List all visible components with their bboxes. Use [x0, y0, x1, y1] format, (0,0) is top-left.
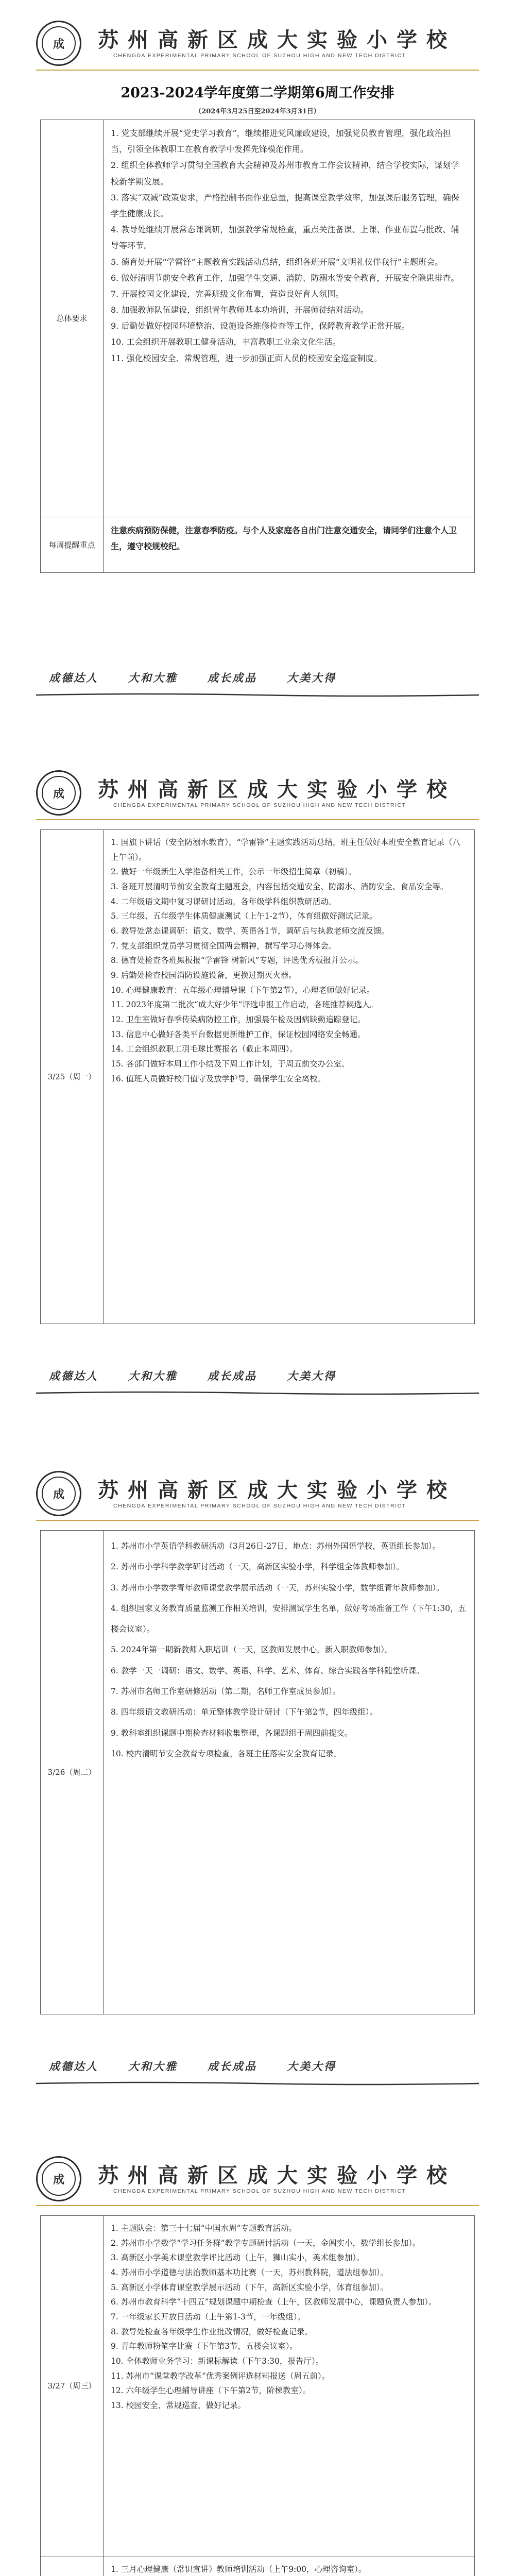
school-name: 苏州高新区成大实验小学校: [98, 28, 456, 52]
day-item: 3. 各班开展清明节前安全教育主题班会，内容包括交通安全、防溺水、消防安全、食品安全等。: [111, 882, 449, 892]
page-1: [0, 0, 515, 760]
page-4: [0, 2146, 515, 2576]
motto-word: 大和大雅: [128, 671, 178, 684]
school-logo: [36, 21, 81, 66]
school-header: [36, 2151, 479, 2200]
key-item: 1. 党支部继续开展“党史学习教育”，继续推进党风廉政建设，加强党员教育管理，强化政治担当，引领全体教职工在教育教学中发挥先锋模范作用。: [111, 128, 451, 155]
page-3: [0, 1461, 515, 2146]
header-rule: [36, 819, 479, 820]
key-item: 9. 后勤处做好校园环境整治、设施设备维修检查等工作，保障教育教学正常开展。: [111, 321, 410, 331]
day-item: 7. 党支部组织党员学习贯彻全国两会精神，撰写学习心得体会。: [111, 941, 337, 951]
day-item: 5. 2024年第一期新教师入职培训（一天，区教师发展中心，新入职教师参加）。: [111, 1645, 393, 1655]
logo-char: 成: [42, 776, 76, 810]
motto-word: 成长成品: [208, 1369, 257, 1382]
key-item: 2. 组织全体教师学习贯彻全国教育大会精神及苏州市教育工作会议精神，结合学校实际，谋划学校新学期发展。: [111, 160, 459, 187]
page-2: [0, 760, 515, 1461]
key-item: 8. 加强教师队伍建设，组织青年教师基本功培训，开展师徒结对活动。: [111, 305, 369, 315]
day-item: 9. 后勤处检查校园消防设施设备，更换过期灭火器。: [111, 971, 297, 980]
school-logo: [36, 770, 81, 816]
motto-word: 成德达人: [49, 671, 98, 684]
day-item: 2. 苏州市小学科学教学研讨活动（一天，高新区实验小学，科学组全体教师参加）。: [111, 1562, 404, 1572]
day-item: 1. 苏州市小学英语学科教研活动（3月26日-27日，地点：苏州外国语学校，英语组长参加）。: [111, 1541, 441, 1551]
motto-word: 大和大雅: [128, 1369, 178, 1382]
day-table: [40, 1530, 475, 2014]
day-item: 11. 2023年度第二批次“成大好少年”评选申报工作启动，各班推荐候选人。: [111, 1000, 378, 1010]
brush-divider: [36, 1391, 479, 1395]
day-item: 9. 教科室组织课题中期检查材料收集整理，各课题组于周四前提交。: [111, 1728, 353, 1738]
day-item: 7. 苏州市名师工作室研修活动（第二期，名师工作室成员参加）。: [111, 1687, 340, 1697]
day-item: 1. 三月心理健康（常识宣讲）教师培训活动（上午9:00，心理咨询室）。: [111, 2565, 367, 2574]
day-content: [104, 2216, 474, 2556]
day-row: [41, 2216, 474, 2556]
day-item: 13. 信息中心做好各类平台数据更新维护工作，保证校园网络安全畅通。: [111, 1029, 366, 1039]
motto-word: 成德达人: [49, 2060, 98, 2073]
key-item: 3. 落实“双减”政策要求，严格控制书面作业总量，提高课堂教学效率，加强课后服务管理，确保学生健康成长。: [111, 192, 459, 218]
key-item: 11. 强化校园安全、常规管理，进一步加强正面人员的校园安全巡查制度。: [111, 353, 382, 363]
day-item: 9. 青年教师粉笔字比赛（下午第3节，五楼会议室）。: [111, 2342, 298, 2351]
day-item: 14. 工会组织教职工羽毛球比赛报名（截止本周四）。: [111, 1044, 298, 1054]
motto-word: 大和大雅: [128, 2060, 178, 2073]
logo-char: 成: [42, 26, 76, 60]
school-english: CHENGDA EXPERIMENTAL PRIMARY SCHOOL OF SUZHOU HIGH AND NEW TECH DISTRICT: [113, 802, 406, 808]
school-name: 苏州高新区成大实验小学校: [98, 2163, 456, 2188]
school-english: CHENGDA EXPERIMENTAL PRIMARY SCHOOL OF SUZHOU HIGH AND NEW TECH DISTRICT: [113, 2188, 406, 2194]
motto-word: 大美大得: [287, 671, 336, 684]
school-header: [36, 15, 479, 64]
brush-divider: [36, 2081, 479, 2086]
day-item: 3. 苏州市小学数学青年教师课堂教学展示活动（一天，苏州实验小学，数学组青年教师参加）。: [111, 1583, 444, 1592]
motto-word: 成德达人: [49, 1369, 98, 1382]
day-label: 3/27（周三）: [41, 2216, 104, 2556]
day-item: 10. 心理健康教育：五年级心理辅导课（下午第2节），心理老师做好记录。: [111, 985, 375, 995]
school-header: [36, 1466, 479, 1515]
day-item: 8. 德育处检查各班黑板报“学雷锋 树新风”专题，评选优秀板报并公示。: [111, 956, 363, 965]
day-item: 11. 苏州市“课堂教学改革”优秀案例评选材料报送（周五前）。: [111, 2371, 330, 2381]
logo-char: 成: [42, 1477, 76, 1511]
day-item: 5. 高新区小学体育课堂教学展示活动（下午，高新区实验小学，体育组参加）。: [111, 2282, 388, 2292]
motto: [49, 2058, 466, 2074]
key-label: 总体要求: [41, 120, 104, 517]
motto-word: 大美大得: [287, 2060, 336, 2073]
day-item: 3. 高新区小学美术课堂教学评比活动（上午，狮山实小，美术组参加）。: [111, 2253, 365, 2263]
day-label: 3/26（周二）: [41, 1531, 104, 2014]
key-item: 4. 教导处继续开展常态课调研，加强教学常规检查，重点关注备课、上课、作业布置与批改、辅导等环节。: [111, 225, 459, 251]
doc-title: 2023-2024学年度第二学期第6周工作安排: [121, 85, 394, 101]
day-item: 12. 六年级学生心理辅导讲座（下午第2节，阶梯教室）。: [111, 2386, 311, 2396]
remind-row: [41, 517, 474, 573]
day-label: [41, 2556, 104, 2576]
day-item: 2. 苏州市小学数学“学习任务群”教学专题研讨活动（一天，金阊实小，数学组长参加）。: [111, 2238, 421, 2248]
day-item: 8. 教导处检查各年级学生作业批改情况，做好检查记录。: [111, 2327, 313, 2336]
school-english: CHENGDA EXPERIMENTAL PRIMARY SCHOOL OF SUZHOU HIGH AND NEW TECH DISTRICT: [113, 53, 406, 59]
school-logo: [36, 1471, 81, 1516]
doc-subtitle: （2024年3月25日至2024年3月31日）: [195, 108, 320, 115]
motto-word: 大美大得: [287, 1369, 336, 1382]
header-rule: [36, 2205, 479, 2206]
day-content: [104, 2556, 474, 2576]
day-item: 6. 教导处常态课调研：语文、数学、英语各1节，调研后与执教老师交流反馈。: [111, 926, 390, 936]
day-content: [104, 830, 474, 1324]
day-item: 1. 主题队会：第三十七届“中国水周”专题教育活动。: [111, 2224, 297, 2233]
school-name: 苏州高新区成大实验小学校: [98, 777, 456, 802]
school-logo: [36, 2156, 81, 2201]
day-row: [41, 1531, 474, 2014]
school-english: CHENGDA EXPERIMENTAL PRIMARY SCHOOL OF SUZHOU HIGH AND NEW TECH DISTRICT: [113, 1503, 406, 1509]
key-item: 10. 工会组织开展教职工健身活动，丰富教职工业余文化生活。: [111, 337, 341, 347]
motto: [49, 1368, 466, 1383]
overview-table: [40, 120, 475, 573]
day-item: 16. 值班人员做好校门值守及放学护导，确保学生安全离校。: [111, 1074, 326, 1083]
key-item: 7. 开展校园文化建设，完善班级文化布置，营造良好育人氛围。: [111, 289, 344, 299]
day-item: 2. 做好一年级新生入学准备相关工作，公示一年级招生简章（初稿）。: [111, 867, 356, 877]
school-header: [36, 765, 479, 814]
day-label: 3/25（周一）: [41, 830, 104, 1324]
day-item: 10. 校内清明节安全教育专项检查，各班主任落实安全教育记录。: [111, 1749, 342, 1758]
day-table: [40, 2215, 475, 2576]
day-item: 6. 苏州市教育科学“十四五”规划课题中期检查（上午，区教师发展中心，课题负责人参加）。: [111, 2297, 437, 2307]
day-item: 12. 卫生室做好春季传染病防控工作，加强晨午检及因病缺勤追踪登记。: [111, 1015, 366, 1025]
day-item: 10. 全体教师业务学习：新课标解读（下午3:30，报告厅）。: [111, 2357, 324, 2366]
motto-word: 成长成品: [208, 2060, 257, 2073]
day-item: 15. 各部门做好本周工作小结及下周工作计划，于周五前交办公室。: [111, 1059, 350, 1069]
header-rule: [36, 70, 479, 71]
day-item: 8. 四年级语文教研活动：单元整体教学设计研讨（下午第2节，四年级组）。: [111, 1707, 377, 1717]
key-item: 6. 做好清明节前安全教育工作，加强学生交通、消防、防溺水等安全教育，开展安全隐患排查。: [111, 273, 459, 283]
day-content: [104, 1531, 474, 2014]
day-item: 5. 三年级、五年级学生体质健康测试（上午1-2节），体育组做好测试记录。: [111, 911, 377, 921]
day-row: [41, 2556, 474, 2576]
logo-char: 成: [42, 2162, 76, 2196]
motto-word: 成长成品: [208, 671, 257, 684]
motto: [49, 670, 466, 685]
day-item: 6. 教学一天一调研：语文、数学、英语、科学、艺术、体育、综合实践各学科随堂听课。: [111, 1666, 424, 1675]
day-row: [41, 830, 474, 1324]
key-item: 5. 德育处开展“学雷锋”主题教育实践活动总结，组织各班开展“文明礼仪伴我行”主题班会。: [111, 257, 443, 267]
remind-label: 每周提醒重点: [41, 517, 104, 573]
day-item: 13. 校园安全、常规巡查，做好记录。: [111, 2401, 246, 2411]
day-table: [40, 829, 475, 1324]
day-item: 4. 苏州市小学道德与法治教师基本功比赛（一天，苏州教科院，道法组参加）。: [111, 2268, 388, 2278]
brush-divider: [36, 693, 479, 697]
remind-content: 注意疾病预防保健，注意春季防疫。与个人及家庭各自出门注意交通安全，请同学们注意个人卫生，遵守校规校纪。: [111, 526, 457, 552]
day-item: 4. 组织国家义务教育质量监测工作相关培训，安排测试学生名单，做好考场准备工作（下午1:30，五楼会议室）。: [111, 1603, 467, 1634]
key-row: [41, 120, 474, 517]
school-name: 苏州高新区成大实验小学校: [98, 1478, 456, 1502]
key-content: [104, 120, 474, 517]
day-item: 7. 一年级家长开放日活动（上午第1-3节，一年级组）。: [111, 2312, 305, 2322]
day-item: 4. 二年级语文期中复习课研讨活动，各年级学科组织教研活动。: [111, 896, 337, 906]
header-rule: [36, 1520, 479, 1521]
day-item: 1. 国旗下讲话（安全防溺水教育），“学雷锋”主题实践活动总结，班主任做好本班安全教育记录（八上午前）。: [111, 838, 460, 862]
